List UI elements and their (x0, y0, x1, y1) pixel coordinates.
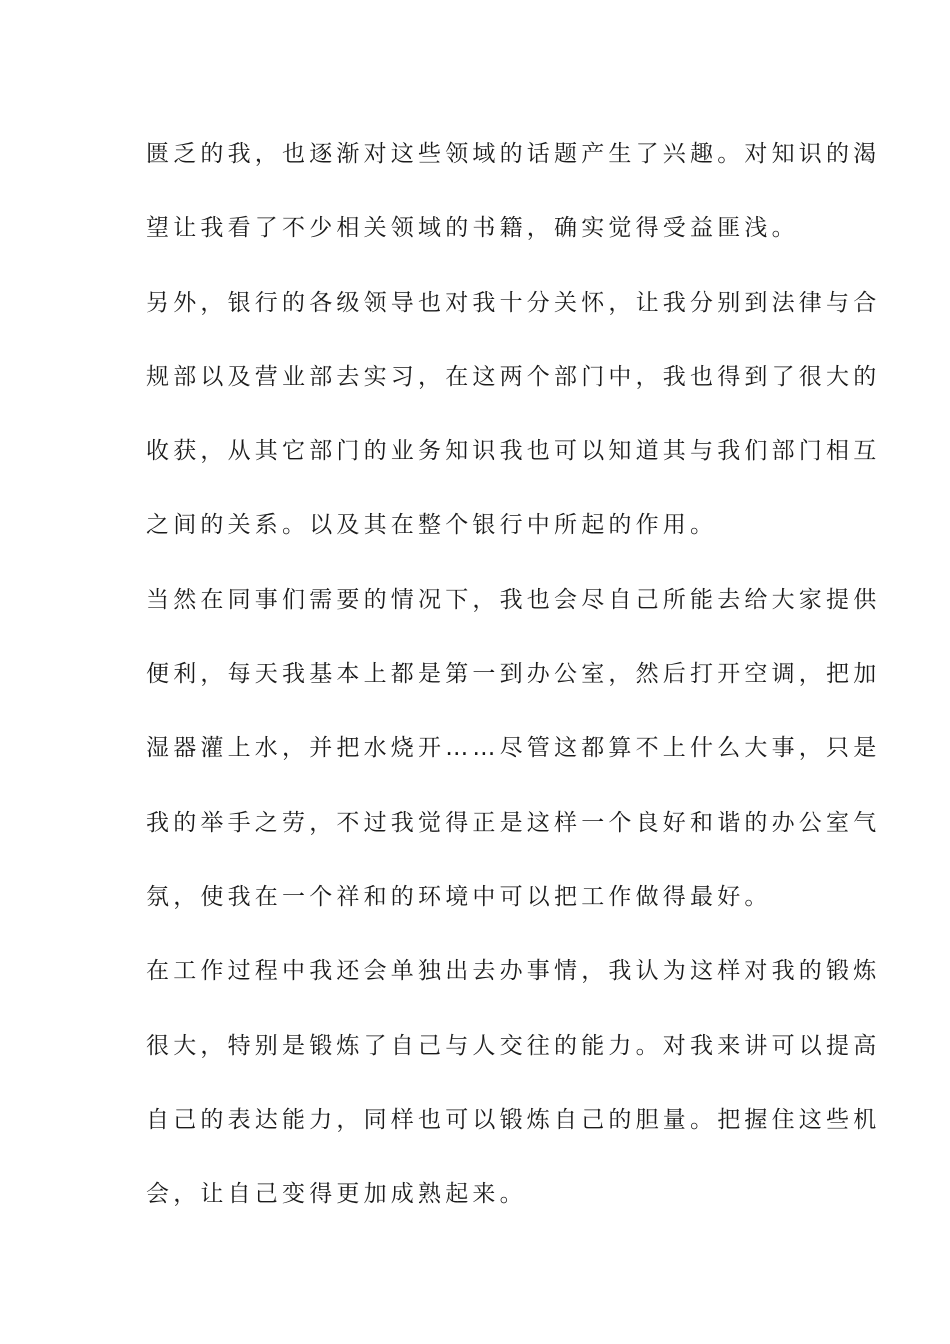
text-line: 之间的关系。以及其在整个银行中所起的作用。 (146, 512, 718, 539)
text-line: 我的举手之劳，不过我觉得正是这样一个良好和谐的办公室气 (146, 809, 881, 836)
text-line: 便利，每天我基本上都是第一到办公室，然后打开空调，把加 (146, 661, 881, 688)
text-line: 自己的表达能力，同样也可以锻炼自己的胆量。把握住这些机 (146, 1106, 881, 1133)
text-line: 很大，特别是锻炼了自己与人交往的能力。对我来讲可以提高 (146, 1032, 881, 1059)
text-line: 当然在同事们需要的情况下，我也会尽自己所能去给大家提供 (146, 586, 881, 613)
body-text (146, 130, 881, 1244)
text-line: 望让我看了不少相关领域的书籍，确实觉得受益匪浅。 (146, 215, 799, 242)
text-line: 另外，银行的各级领导也对我十分关怀，让我分别到法律与合 (146, 289, 881, 316)
text-line: 在工作过程中我还会单独出去办事情，我认为这样对我的锻炼 (146, 958, 881, 985)
text-line: 会，让自己变得更加成熟起来。 (146, 1181, 527, 1208)
text-line: 湿器灌上水，并把水烧开……尽管这都算不上什么大事，只是 (146, 735, 881, 762)
text-line: 规部以及营业部去实习，在这两个部门中，我也得到了很大的 (146, 363, 881, 390)
text-line: 氛，使我在一个祥和的环境中可以把工作做得最好。 (146, 883, 772, 910)
text-line: 收获，从其它部门的业务知识我也可以知道其与我们部门相互 (146, 438, 881, 465)
text-line: 匮乏的我，也逐渐对这些领域的话题产生了兴趣。对知识的渴 (146, 141, 881, 167)
